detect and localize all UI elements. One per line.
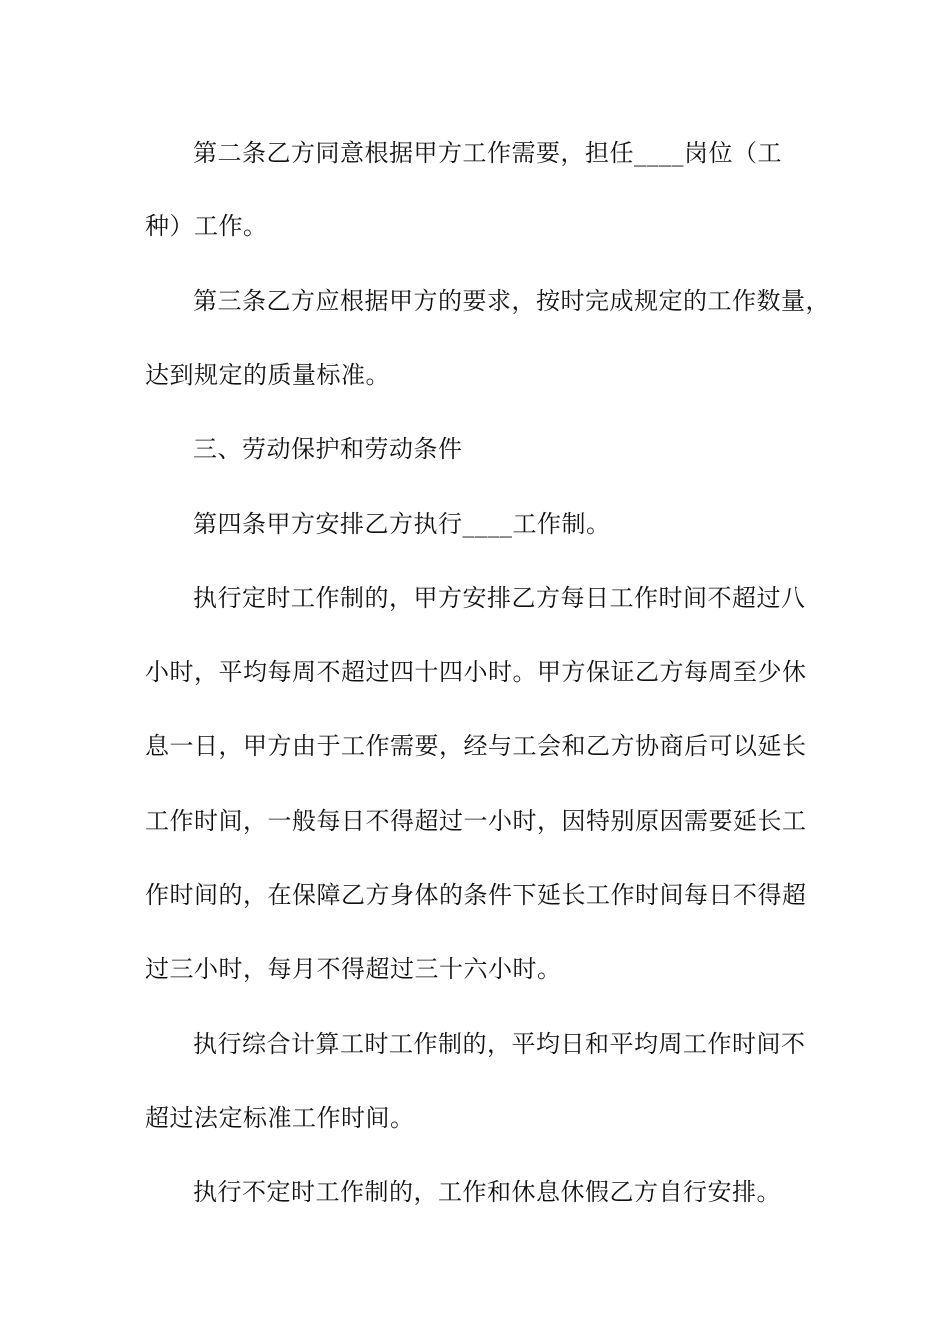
- section-heading: 三、劳动保护和劳动条件: [193, 435, 463, 463]
- article-4-line-1: 第四条甲方安排乙方执行____工作制。: [193, 510, 611, 538]
- fixed-hours-line-3: 息一日，甲方由于工作需要，经与工会和乙方协商后可以延长: [145, 732, 807, 760]
- article-3-line-2: 达到规定的质量标准。: [145, 361, 390, 389]
- article-2-line-2: 种）工作。: [145, 212, 268, 240]
- article-2-line-1: 第二条乙方同意根据甲方工作需要，担任____岗位（工: [193, 139, 782, 167]
- fixed-hours-line-2: 小时，平均每周不超过四十四小时。甲方保证乙方每周至少休: [145, 658, 807, 686]
- flexible-hours-line-1: 执行不定时工作制的，工作和休息休假乙方自行安排。: [193, 1178, 781, 1206]
- article-3-line-1: 第三条乙方应根据甲方的要求，按时完成规定的工作数量，: [193, 287, 830, 315]
- fixed-hours-line-4: 工作时间，一般每日不得超过一小时，因特别原因需要延长工: [145, 807, 807, 835]
- fixed-hours-line-1: 执行定时工作制的，甲方安排乙方每日工作时间不超过八: [193, 584, 806, 612]
- fixed-hours-line-6: 过三小时，每月不得超过三十六小时。: [145, 955, 562, 983]
- comprehensive-hours-line-2: 超过法定标准工作时间。: [145, 1104, 415, 1132]
- comprehensive-hours-line-1: 执行综合计算工时工作制的，平均日和平均周工作时间不: [193, 1030, 806, 1058]
- fixed-hours-line-5: 作时间的，在保障乙方身体的条件下延长工作时间每日不得超: [145, 881, 807, 909]
